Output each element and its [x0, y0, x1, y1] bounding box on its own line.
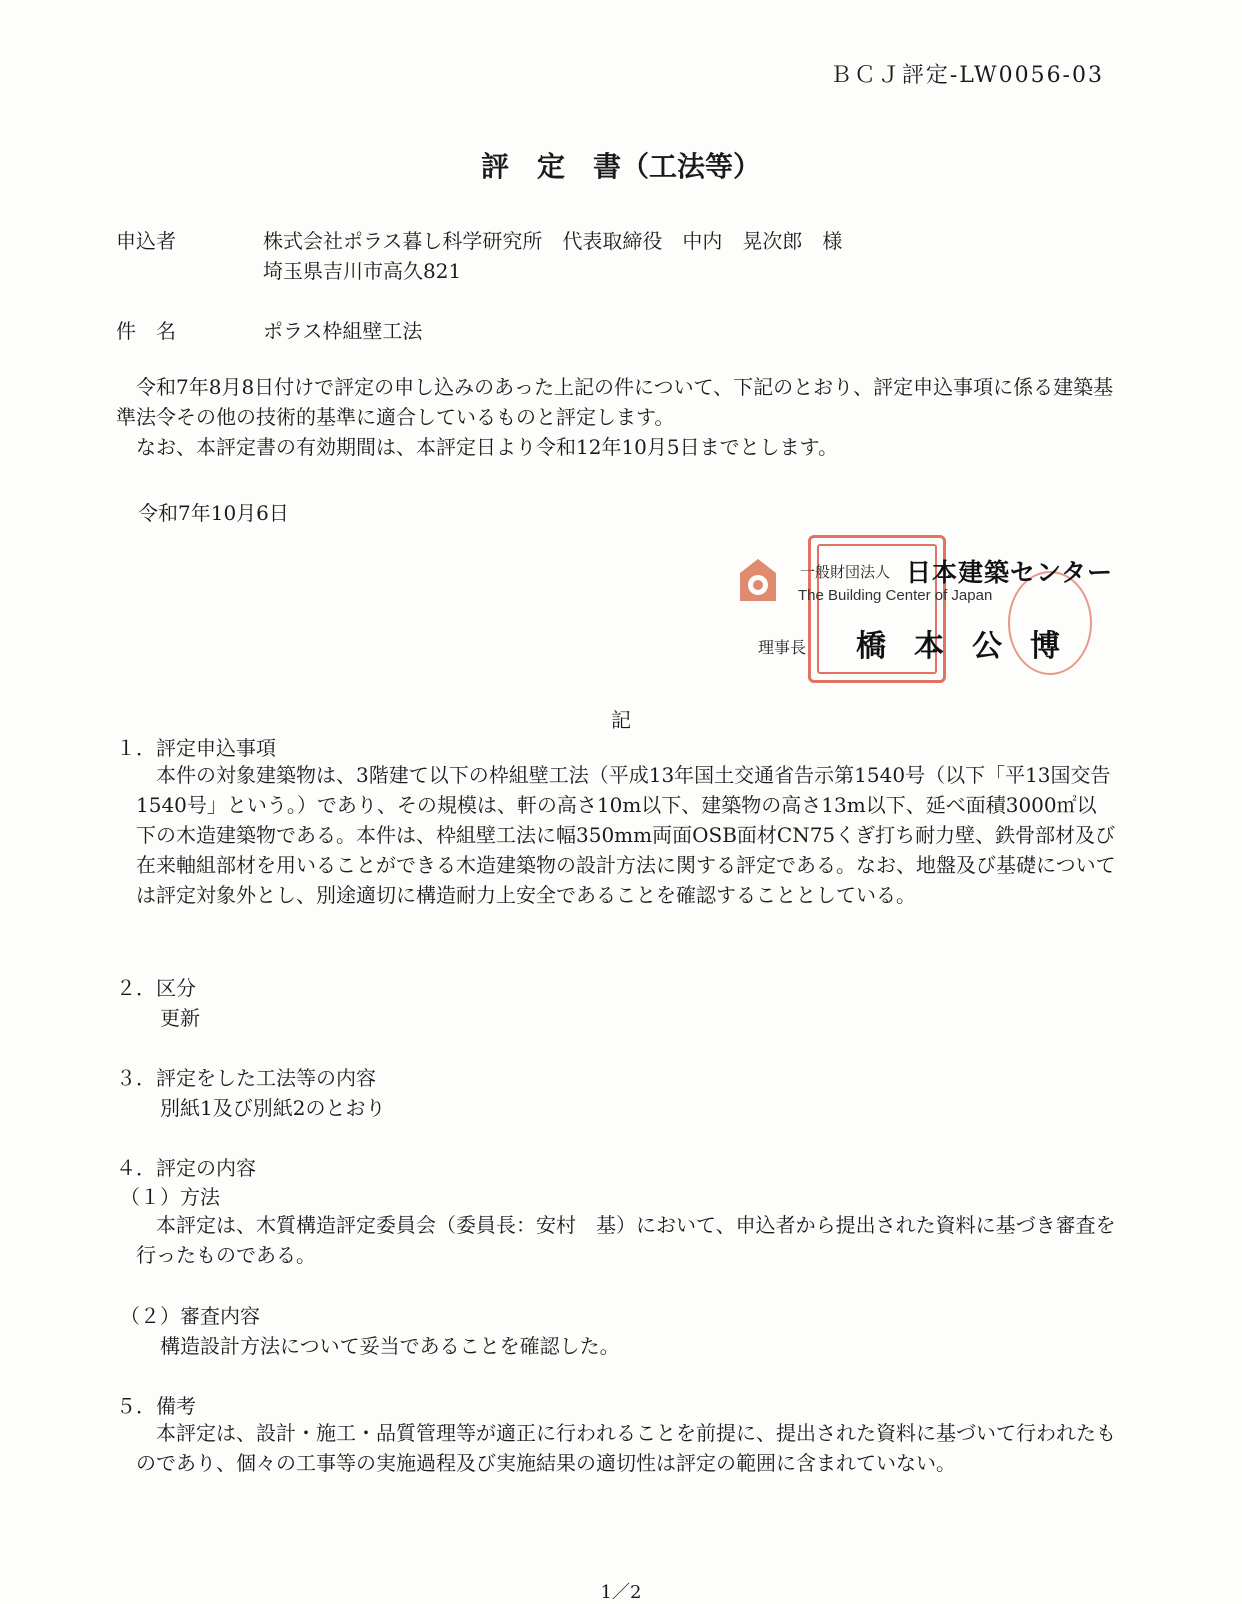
section-4-sub2-heading: （２）審査内容 — [120, 1304, 260, 1328]
subject-label: 件 名 — [116, 319, 176, 343]
section-5-heading: ５．備考 — [116, 1394, 196, 1418]
intro-line-2: なお、本評定書の有効期間は、本評定日より令和12年10月5日までとします。 — [136, 435, 839, 459]
section-2-heading: ２．区分 — [116, 976, 196, 1000]
section-4-sub1-heading: （１）方法 — [120, 1185, 220, 1209]
section-4-sub2-body: 構造設計方法について妥当であることを確認した。 — [160, 1334, 620, 1358]
subject-value: ポラス枠組壁工法 — [263, 319, 423, 343]
document-number: ＢＣＪ評定-LW0056-03 — [829, 63, 1104, 88]
document-title: 評 定 書（工法等） — [480, 150, 761, 183]
page-number: 1／2 — [600, 1582, 642, 1603]
section-1-body: 本件の対象建築物は、3階建て以下の枠組壁工法（平成13年国土交通省告示第1540号（以下「平13国交告1540号」という。）であり、その規模は、軒の高さ10m以下、建築物の高さ13m以下、延べ面積3000㎡以下の木造建築物である。本件は、枠組壁工法に幅350mm両面OSB面材CN75くぎ打ち耐力壁、鉄骨部材及び在来軸組部材を用いることができる木造建築物の設計方法に関する評定である。なお、地盤及び基礎については評定対象外とし、別途適切に構造耐力上安全であることを確認することとしている。 — [136, 763, 1116, 907]
ki-heading: 記 — [611, 708, 631, 732]
bcj-house-emblem-icon — [738, 557, 778, 603]
intro-paragraph — [116, 372, 1116, 462]
chair-name: 橋本公博 — [856, 629, 1088, 664]
applicant-address: 埼玉県吉川市高久821 — [263, 259, 462, 283]
org-prefix: 一般財団法人 — [800, 563, 891, 581]
section-3-body: 別紙1及び別紙2のとおり — [160, 1096, 386, 1120]
section-4-sub1-body: 本評定は、木質構造評定委員会（委員長：安村 基）において、申込者から提出された資料に基づき審査を行ったものである。 — [136, 1213, 1116, 1267]
issue-date: 令和7年10月6日 — [138, 501, 289, 525]
section-2-body: 更新 — [160, 1006, 200, 1030]
section-3-heading: ３．評定をした工法等の内容 — [116, 1066, 376, 1090]
section-4-heading: ４．評定の内容 — [116, 1156, 256, 1180]
intro-line-1: 令和7年8月8日付けで評定の申し込みのあった上記の件について、下記のとおり、評定申込事項に係る建築基準法令その他の技術的基準に適合しているものと評定します。 — [116, 375, 1114, 429]
issuer-block — [738, 535, 1138, 685]
org-english-name: The Building Center of Japan — [798, 587, 993, 604]
chair-title: 理事長 — [758, 638, 807, 657]
org-name: 日本建築センター — [906, 558, 1114, 587]
section-5-body: 本評定は、設計・施工・品質管理等が適正に行われることを前提に、提出された資料に基づいて行われたものであり、個々の工事等の実施過程及び実施結果の適切性は評定の範囲に含まれていない。 — [136, 1421, 1116, 1475]
applicant-company: 株式会社ポラス暮し科学研究所 代表取締役 中内 晃次郎 様 — [263, 229, 843, 253]
section-1-heading: １．評定申込事項 — [116, 736, 276, 760]
applicant-label: 申込者 — [116, 229, 176, 253]
